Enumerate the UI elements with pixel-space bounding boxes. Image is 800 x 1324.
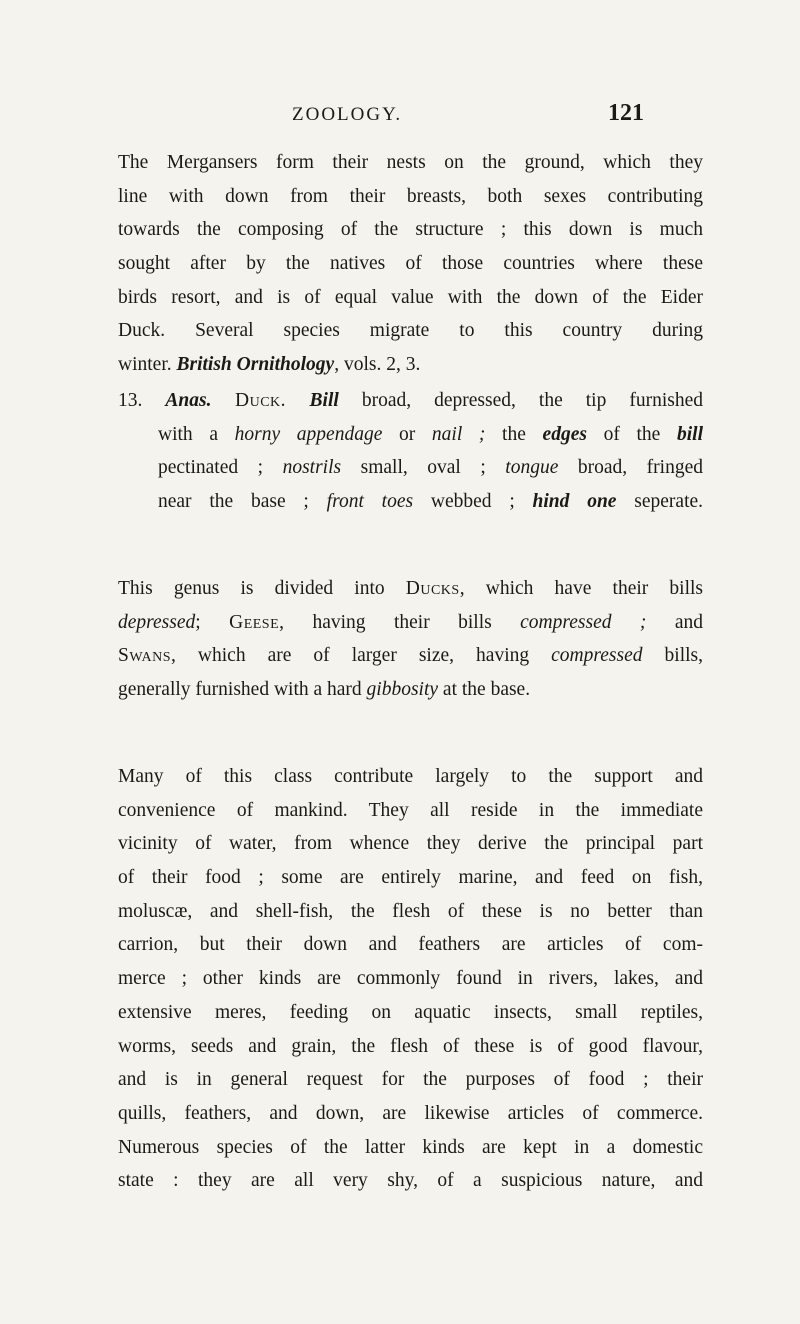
text-line: The Mergansers form their nests on the ground, which they [118,152,703,173]
text-run: ; [195,611,230,633]
text-line [118,673,703,707]
text-run: , which are of larger size, having [171,645,552,667]
term: horny appendage [234,423,383,445]
entry-number: 13. [118,390,166,411]
common-name: Duck. [211,390,310,411]
text-run: of the [586,423,677,445]
text-line: sought after by the natives of those countries where these [118,253,703,275]
page-number: 121 [608,100,644,126]
text-line [118,572,703,606]
text-line [118,451,703,485]
running-title: ZOOLOGY. [292,104,403,125]
text-line [118,348,703,382]
text-line [118,639,703,673]
text-run: near the base ; [158,491,327,513]
text-run: pectinated ; [158,457,283,479]
text-run: , which have their bills [459,578,704,599]
text-line: towards the composing of the structure ; this down is much [118,219,703,241]
text-line: carrion, but their down and feathers are articles of com- [118,934,703,956]
paragraph-mergansers [118,146,703,382]
term: compressed ; [520,611,647,633]
text-line: quills, feathers, and down, are likewise articles of commerce. [118,1102,703,1124]
text-run: or [382,423,432,445]
term: compressed [551,645,643,667]
running-head [0,100,800,134]
term: hind one [532,491,617,513]
text-run: webbed ; [413,491,533,513]
text-run: seperate. [616,491,704,513]
text-line: Numerous species of the latter kinds are kept in a domestic [118,1136,703,1158]
text-line: extensive meres, feeding on aquatic insects, small reptiles, [118,1001,703,1023]
term: gibbosity [366,679,439,701]
text-run: broad, fringed [558,457,703,479]
text-line: moluscæ, and shell-fish, the flesh of these is no better than [118,900,703,922]
text-run: the [485,423,543,445]
term: edges [542,423,587,445]
term: tongue [505,457,559,479]
term: nail ; [431,423,486,445]
text-line: Many of this class contribute largely to the support and [118,766,703,787]
text-line: vicinity of water, from whence they derive the principal part [118,833,703,855]
genus-name: Anas. [165,390,212,411]
term: front toes [326,491,414,513]
text-line: state : they are all very shy, of a suspicious nature, and [118,1170,703,1192]
paragraph-genus-division [118,572,703,707]
text-line: birds resort, and is of equal value with the down of the Eider [118,286,703,308]
text-line: convenience of mankind. They all reside in the immediate [118,799,703,821]
term: Bill [309,390,339,411]
text-line [118,418,703,452]
text-line [118,384,703,418]
text-run: generally furnished with a hard [118,679,367,701]
text-run: and [646,611,704,633]
text-run: , vols. 2, 3. [334,354,421,376]
text-line: worms, seeds and grain, the flesh of these is of good flavour, [118,1035,703,1057]
text-run: bills, [642,645,703,667]
text-line: line with down from their breasts, both sexes contributing [118,185,703,207]
text-line [118,485,703,519]
paragraph-usefulness [118,760,703,1198]
group-name: Ducks [405,578,460,599]
group-name: Geese [229,611,280,633]
group-name: Swans [118,645,172,667]
text-run: winter. [118,354,177,376]
text-run: , having their bills [279,611,521,633]
text-run: broad, depressed, the tip furnished [338,390,704,411]
text-run: small, oval ; [341,457,506,479]
genus-entry-anas [118,384,703,519]
text-line: of their food ; some are entirely marine, and feed on fish, [118,867,703,889]
text-run: with a [158,423,235,445]
text-line: Duck. Several species migrate to this country during [118,320,703,342]
term: depressed [118,611,196,633]
term: nostrils [282,457,342,479]
text-line: and is in general request for the purposes of food ; their [118,1069,703,1091]
text-run: This genus is divided into [118,578,406,599]
text-line [118,606,703,640]
term: bill [676,423,703,445]
book-citation: British Ornithology [176,354,335,376]
text-run: at the base. [438,679,531,701]
text-line: merce ; other kinds are commonly found in rivers, lakes, and [118,968,703,990]
